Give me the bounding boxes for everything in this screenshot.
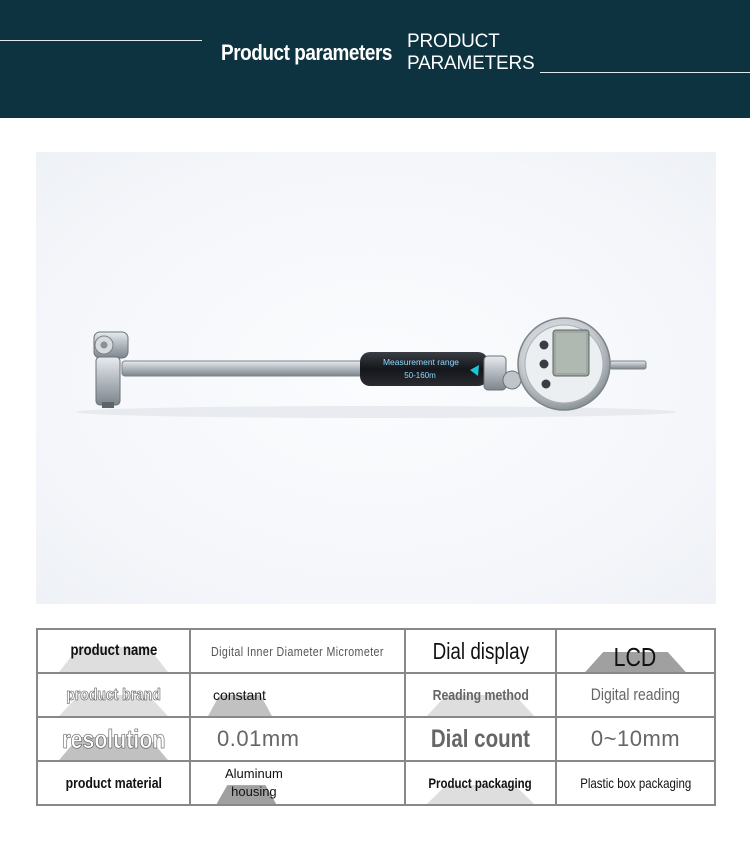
grip-handle <box>360 352 488 386</box>
table-cell <box>190 717 405 761</box>
dial-button-middle <box>540 360 549 369</box>
dial-button-top <box>540 341 549 350</box>
label-resolution: resolution <box>61 723 166 754</box>
header-divider-left <box>0 40 202 41</box>
table-cell <box>190 673 405 717</box>
label-product-brand: product brand <box>66 685 161 704</box>
table-cell <box>405 673 556 717</box>
table-cell <box>405 761 556 805</box>
label-product-name: product name <box>70 642 157 659</box>
value-product-material-line2: housing <box>231 784 277 799</box>
table-cell <box>190 629 405 673</box>
value-product-brand: constant <box>213 687 266 703</box>
label-product-packaging: Product packaging <box>428 775 533 791</box>
table-cell <box>37 629 190 673</box>
label-dial-display: Dial display <box>432 637 529 664</box>
grip-label-line1: Measurement range <box>382 357 460 367</box>
page-subtitle-line1: PRODUCT <box>407 31 500 52</box>
value-dial-display: LCD <box>614 641 657 672</box>
page-subtitle-line2: PARAMETERS <box>407 53 535 74</box>
header-divider-right <box>540 72 750 73</box>
value-product-name: Digital Inner Diameter Micrometer <box>211 643 384 659</box>
value-reading-method: Digital reading <box>590 685 681 704</box>
value-product-material-line1: Aluminum <box>225 766 283 781</box>
label-dial-count: Dial count <box>430 724 531 753</box>
value-resolution: 0.01mm <box>217 726 300 751</box>
table-cell <box>556 761 715 805</box>
rod <box>122 361 372 376</box>
table-cell <box>405 629 556 673</box>
table-cell <box>37 761 190 805</box>
shadow <box>76 406 676 418</box>
table-row <box>37 673 715 717</box>
table-cell <box>37 673 190 717</box>
header-banner <box>0 0 750 118</box>
table-cell <box>556 717 715 761</box>
table-cell <box>190 761 405 805</box>
product-photo <box>36 152 716 604</box>
grip-label-line2: 50-160m <box>404 371 436 380</box>
table-row <box>37 717 715 761</box>
value-product-packaging: Plastic box packaging <box>579 775 692 791</box>
table-row <box>37 629 715 673</box>
label-reading-method: Reading method <box>432 686 529 704</box>
value-dial-count: 0~10mm <box>590 726 681 751</box>
micrometer-illustration <box>36 152 716 604</box>
page-title: Product parameters <box>221 40 393 65</box>
table-row <box>37 761 715 805</box>
clamp <box>484 356 506 390</box>
dial-button-bottom <box>542 380 551 389</box>
table-cell <box>556 629 715 673</box>
table-cell <box>37 717 190 761</box>
digital-dial-indicator <box>518 318 646 410</box>
page-subtitle <box>407 31 535 75</box>
table-cell <box>405 717 556 761</box>
value-product-material <box>225 765 283 801</box>
parameters-table <box>36 628 716 806</box>
label-product-material: product material <box>65 774 162 792</box>
table-cell <box>556 673 715 717</box>
